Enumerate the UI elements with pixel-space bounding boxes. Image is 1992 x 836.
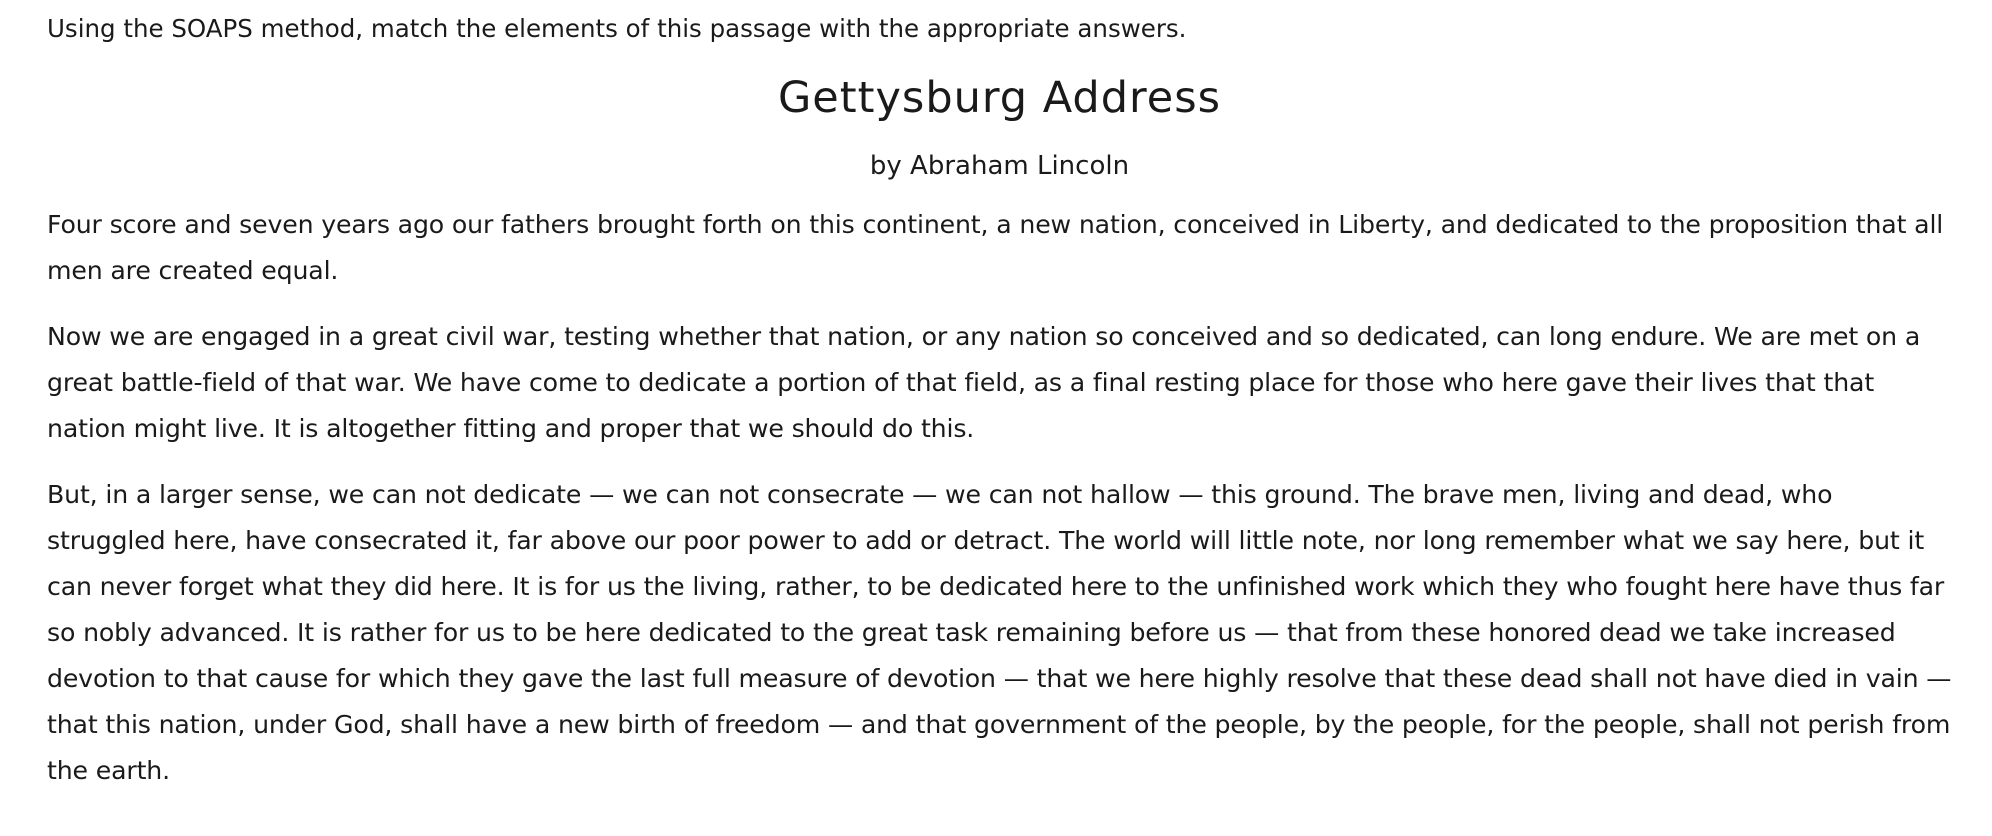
passage-paragraph-3: But, in a larger sense, we can not dedicate — we can not consecrate — we can not hallow — this ground. The brave men, living and dead, who struggled here, have consecrated it, far above our poor power to add or detract. The world will little note, nor long remember what we say here, but it can never forget what they did here. It is for us the living, rather, to be dedicated here to the unfinished work which they who fought here have thus far so nobly advanced. It is rather for us to be here dedicated to the great task remaining before us — that from these honored dead we take increased devotion to that cause for which they gave the last full measure of devotion — that we here highly resolve that these dead shall not have died in vain — that this nation, under God, shall have a new birth of freedom — and that government of the people, by the people, for the people, shall not perish from the earth. (47, 480, 1952, 785)
document-title: Gettysburg Address (777, 73, 1222, 123)
document-byline: by Abraham Lincoln (869, 151, 1130, 181)
passage-paragraph-2: Now we are engaged in a great civil war, testing whether that nation, or any nation so conceived and so dedicated, can long endure. We are met on a great battle-field of that war. We have come to dedicate a portion of that field, as a final resting place for those who here gave their lives that that nation might live. It is altogether fitting and proper that we should do this. (47, 322, 1921, 443)
passage (47, 202, 1952, 794)
passage-paragraph-1: Four score and seven years ago our fathers brought forth on this continent, a new nation, conceived in Liberty, and dedicated to the proposition that all men are created equal. (47, 210, 1944, 285)
instruction-text: Using the SOAPS method, match the elements of this passage with the appropriate answers. (47, 14, 1187, 43)
